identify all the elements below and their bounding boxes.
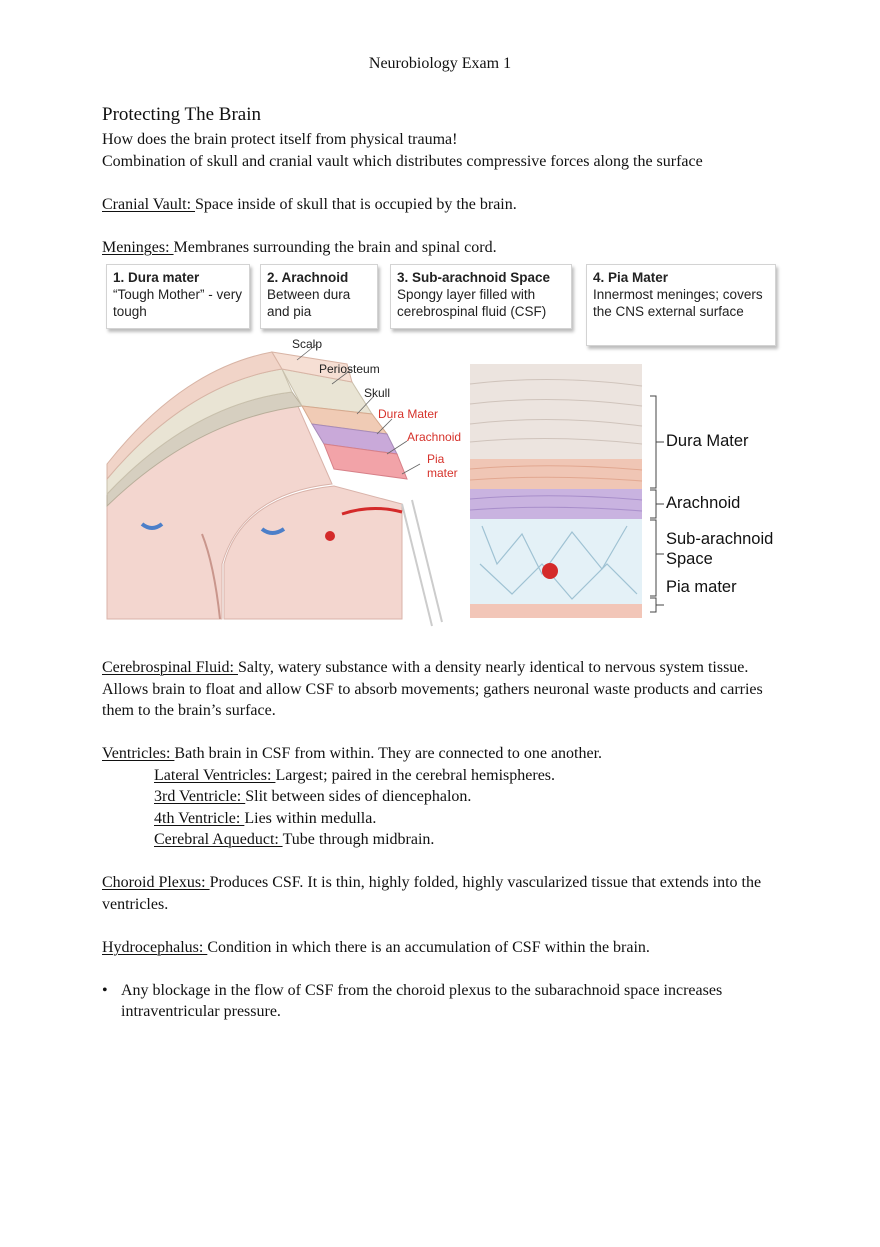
ventricle-item-text: Lies within medulla. [244, 809, 377, 827]
intro-answer: Combination of skull and cranial vault which distributes compressive forces along the surface [102, 152, 703, 170]
callout-title: 3. Sub-arachnoid Space [397, 270, 551, 285]
label-dura-mater-left: Dura Mater [378, 407, 439, 421]
callout-pia-mater [586, 264, 776, 346]
ventricle-item [102, 786, 782, 808]
callout-body: Spongy layer filled with cerebrospinal fluid (CSF) [397, 287, 547, 319]
page-header: Neurobiology Exam 1 [368, 55, 512, 72]
label-arachnoid-right: Arachnoid [666, 494, 741, 512]
ventricles-definition [102, 743, 782, 765]
hydrocephalus-definition [102, 937, 782, 959]
csf-term: Cerebrospinal Fluid: [102, 659, 238, 676]
label-scalp: Scalp [292, 337, 323, 351]
layer-cross-section [470, 364, 664, 618]
choroid-plexus-term: Choroid Plexus: [102, 874, 210, 891]
callout-title: 2. Arachnoid [267, 270, 349, 285]
hydrocephalus-text: Condition in which there is an accumulation of CSF within the brain. [207, 938, 650, 956]
ventricle-item-text: Largest; paired in the cerebral hemispheres. [275, 766, 556, 784]
document-body [102, 104, 782, 1023]
callout-arachnoid [260, 264, 378, 329]
callout-title: 4. Pia Mater [593, 270, 669, 285]
cranial-vault-definition [102, 194, 782, 216]
csf-definition [102, 657, 782, 722]
label-pia-mater-right: Pia mater [666, 578, 737, 596]
meninges-text: Membranes surrounding the brain and spinal cord. [173, 238, 497, 256]
callout-title: 1. Dura mater [113, 270, 200, 285]
ventricle-item-term: 3rd Ventricle: [154, 788, 246, 805]
callout-body: “Tough Mother” - very tough [113, 287, 243, 319]
intro-question: How does the brain protect itself from physical trauma! [102, 131, 458, 148]
meninges-term: Meninges: [102, 238, 174, 256]
ventricle-item [102, 829, 782, 851]
ventricles-term: Ventricles: [102, 745, 175, 762]
ventricle-item-term: 4th Ventricle: [154, 809, 245, 827]
callout-sub-arachnoid [390, 264, 572, 329]
label-subarachnoid-right: Sub-arachnoid Space [666, 530, 774, 568]
choroid-plexus-text: Produces CSF. It is thin, highly folded, highly vascularized tissue that extends into the ventricles. [102, 874, 762, 913]
meninges-definition [102, 237, 782, 259]
cutaway-section [107, 344, 442, 626]
callout-dura-mater [106, 264, 250, 329]
label-dura-mater-right: Dura Mater [666, 432, 749, 450]
label-skull: Skull [364, 386, 391, 400]
label-periosteum: Periosteum [319, 362, 380, 376]
ventricle-item-text: Slit between sides of diencephalon. [245, 788, 472, 805]
cranial-vault-term: Cranial Vault: [102, 195, 196, 213]
bullet-item [102, 980, 782, 1023]
ventricle-item-text: Tube through midbrain. [282, 831, 435, 848]
callout-body: Innermost meninges; covers the CNS external surface [593, 287, 763, 319]
ventricle-item [102, 765, 782, 787]
bullet-icon: • [102, 981, 108, 999]
bullet-text: Any blockage in the flow of CSF from the choroid plexus to the subarachnoid space increases intraventricular pressure. [121, 981, 723, 1020]
ventricle-item-term: Lateral Ventricles: [154, 766, 276, 784]
meninges-diagram [102, 264, 782, 639]
choroid-plexus-definition [102, 872, 782, 915]
ventricle-item [102, 808, 782, 830]
label-pia-mater-left: Pia mater [427, 452, 458, 480]
ventricles-text: Bath brain in CSF from within. They are connected to one another. [174, 745, 603, 762]
callout-body: Between dura and pia [267, 287, 351, 319]
section-title: Protecting The Brain [102, 104, 262, 125]
ventricle-item-term: Cerebral Aqueduct: [154, 831, 283, 848]
label-arachnoid-left: Arachnoid [407, 430, 462, 444]
csf-text: Salty, watery substance with a density nearly identical to nervous system tissue. Allows brain to float and allow CSF to absorb movements; gathers neuronal waste products and carries them to the brain’s surface. [102, 659, 763, 719]
cranial-vault-text: Space inside of skull that is occupied by the brain. [195, 195, 517, 213]
hydrocephalus-term: Hydrocephalus: [102, 938, 208, 956]
